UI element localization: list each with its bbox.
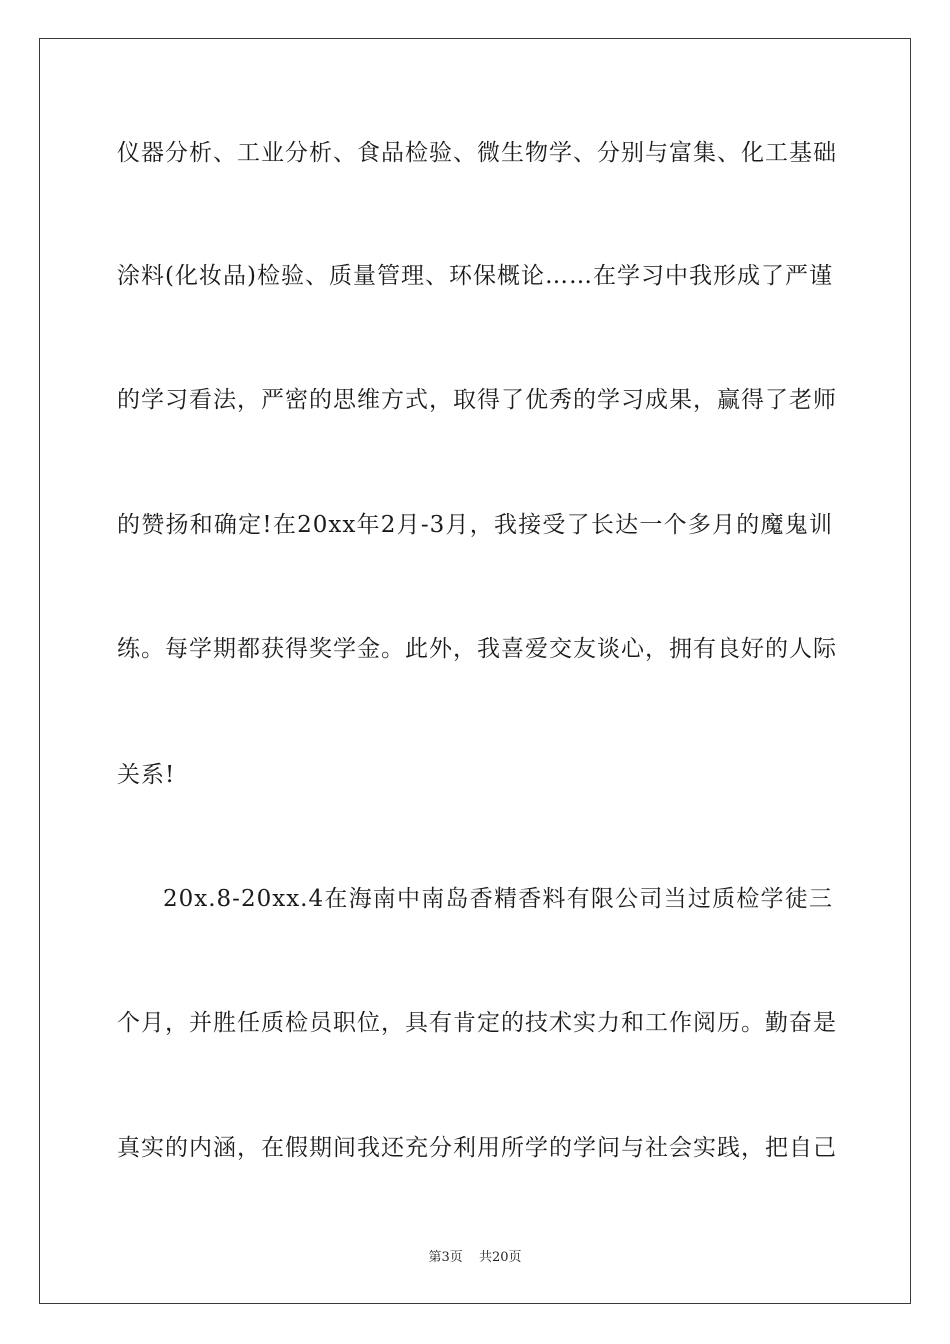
page-border [39,38,911,1304]
page-number-total: 共20页 [478,1250,522,1265]
body-text-line-1: 仪器分析、工业分析、食品检验、微生物学、分别与富集、化工基础 [117,140,837,166]
body-text-line-3: 的学习看法，严密的思维方式，取得了优秀的学习成果，赢得了老师 [117,387,837,413]
page-number-current: 第3页 [428,1250,463,1265]
body-text-line-4: 的赞扬和确定!在20xx年2月-3月，我接受了长达一个多月的魔鬼训 [117,512,833,538]
body-text-line-7: 20x.8-20xx.4在海南中南岛香精香料有限公司当过质检学徒三 [163,886,833,912]
page-footer [0,1246,950,1265]
body-text-line-9: 真实的内涵，在假期间我还充分利用所学的学问与社会实践，把自己 [117,1135,837,1161]
body-text-line-2: 涂料(化妆品)检验、质量管理、环保概论……在学习中我形成了严谨 [117,263,833,289]
body-text-line-6: 关系! [117,762,176,788]
body-text-line-5: 练。每学期都获得奖学金。此外，我喜爱交友谈心，拥有良好的人际 [117,636,837,662]
body-text-line-8: 个月，并胜任质检员职位，具有肯定的技术实力和工作阅历。勤奋是 [117,1010,837,1036]
